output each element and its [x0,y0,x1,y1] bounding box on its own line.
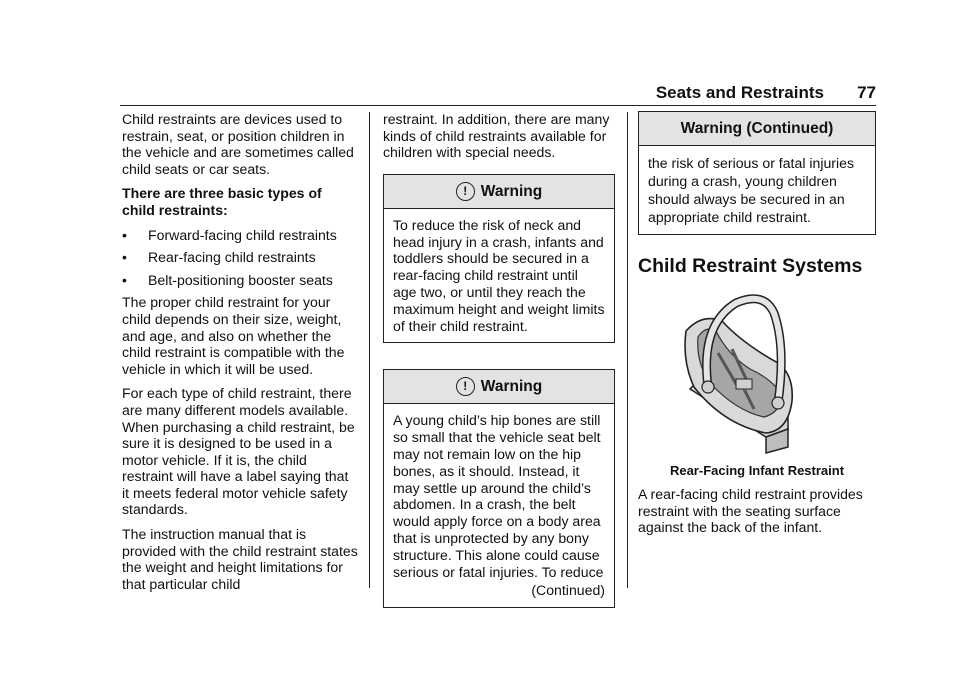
warning-title: Warning [480,378,543,396]
body-paragraph: The proper child restraint for your child depends on their size, weight, and age, and also on whether the child restraint is compatible with the vehicle in which it will be used. [122,294,345,377]
warning-box-continued [638,111,876,235]
list-item [122,249,358,266]
warning-text: A young child’s hip bones are still so small that the vehicle seat belt may not remain low on the hip bones, as it should. Instead, it may settle up around the child’s abdomen. In a crash, the belt would apply force on a body area that is unprotected by any bony structure. This alone could cause serious or fatal injuries. To reduce [393,412,604,580]
warning-header [384,175,614,209]
warning-body [384,404,614,607]
column-2 [383,111,615,608]
bullet-icon: • [122,226,127,243]
list-item-text: Belt-positioning booster seats [148,271,333,288]
page-number: 77 [857,83,876,102]
warning-header [384,370,614,404]
list-item-text: Forward-facing child restraints [148,226,337,243]
column-1 [122,111,358,600]
list-item [122,272,358,289]
column-3 [638,111,876,544]
list-item-text: Rear-facing child restraints [148,249,316,266]
body-paragraph: restraint. In addition, there are many kinds of child restraints available for children with special needs. [383,111,610,161]
warning-box [383,174,615,344]
warning-text: the risk of serious or fatal injuries during a crash, young children should always be secured in an appropriate child restraint. [648,155,855,225]
body-paragraph: For each type of child restraint, there are many different models available. When purchasing a child restraint, be sure it is designed to be used in a motor vehicle. If it is, the child restraint will have a label saying that it meets federal motor vehicle safety standards. [122,385,355,518]
body-paragraph: The instruction manual that is provided with the child restraint states the weight and height limitations for that particular child [122,526,358,592]
running-head [600,83,876,107]
warning-title: Warning [480,182,543,200]
list-item [122,227,358,244]
section-title: Child Restraint Systems [638,255,863,277]
column-divider [369,112,370,588]
continued-label: (Continued) [531,582,605,599]
warning-icon: ! [456,182,475,201]
figure-caption: Rear-Facing Infant Restraint [669,462,845,478]
bullet-icon: • [122,271,127,288]
warning-header: Warning (Continued) [639,112,875,146]
intro-paragraph: Child restraints are devices used to restrain, seat, or position children in the vehicle and are sometimes called child seats or car seats. [122,111,354,177]
body-paragraph: A rear-facing child restraint provides restraint with the seating surface against the back of the infant. [638,486,863,536]
warning-box [383,369,615,608]
types-heading: There are three basic types of child restraints: [122,185,322,218]
warning-icon: ! [456,377,475,396]
warning-text: To reduce the risk of neck and head injury in a crash, infants and toddlers should be secured in a rear-facing child restraint until age two, or until they reach the maximum height and weight limits of their child restraint. [393,216,605,334]
column-divider [627,112,628,588]
bullet-icon: • [122,249,127,266]
section-name: Seats and Restraints [655,83,824,102]
infant-restraint-illustration [638,291,876,455]
header-rule [120,105,876,106]
infant-seat-icon [638,291,876,455]
